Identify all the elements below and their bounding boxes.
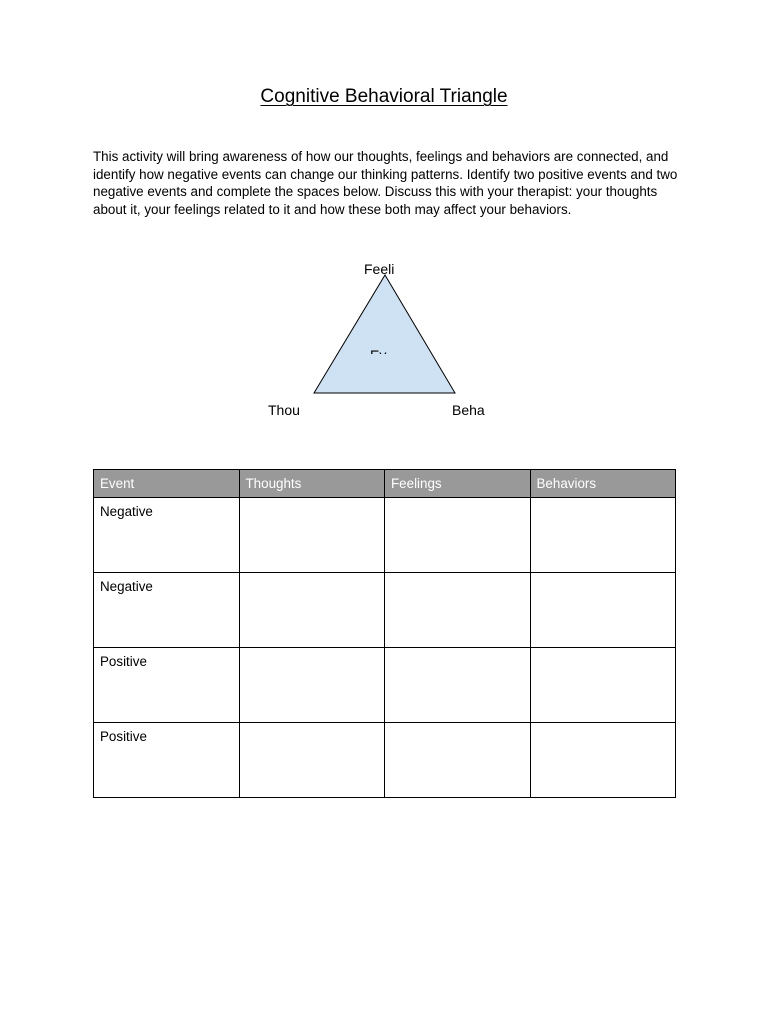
thoughts-cell[interactable]	[239, 498, 385, 573]
triangle-shape	[314, 275, 455, 393]
table-row	[94, 573, 676, 648]
column-header-behaviors: Behaviors	[530, 470, 676, 498]
behaviors-cell[interactable]	[530, 723, 676, 798]
worksheet-table	[93, 469, 676, 798]
intro-paragraph: This activity will bring awareness of how our thoughts, feelings and behaviors are connected, and identify how negative events can change our thinking patterns. Identify two positive events and two negative events and complete the spaces below. Discuss this with your therapist: your thoughts about it, your feelings related to it and how these both may affect your behaviors.	[93, 149, 678, 217]
table-header-row	[94, 470, 676, 498]
behaviors-cell[interactable]	[530, 498, 676, 573]
table-row	[94, 723, 676, 798]
behaviors-cell[interactable]	[530, 648, 676, 723]
thoughts-cell[interactable]	[239, 723, 385, 798]
triangle-label-left: Thou	[268, 402, 300, 418]
triangle-label-right: Beha	[452, 402, 485, 418]
table-row	[94, 498, 676, 573]
feelings-cell[interactable]	[385, 573, 531, 648]
column-header-event: Event	[94, 470, 240, 498]
event-cell: Positive	[94, 723, 240, 798]
behaviors-cell[interactable]	[530, 573, 676, 648]
event-cell: Positive	[94, 648, 240, 723]
feelings-cell[interactable]	[385, 723, 531, 798]
event-cell: Negative	[94, 498, 240, 573]
triangle-label-top: Feeli	[364, 261, 395, 277]
column-header-feelings: Feelings	[385, 470, 531, 498]
cognitive-triangle-diagram	[250, 258, 520, 418]
feelings-cell[interactable]	[385, 648, 531, 723]
feelings-cell[interactable]	[385, 498, 531, 573]
page-title: Cognitive Behavioral Triangle	[260, 86, 508, 107]
table-row	[94, 648, 676, 723]
thoughts-cell[interactable]	[239, 648, 385, 723]
event-cell: Negative	[94, 573, 240, 648]
thoughts-cell[interactable]	[239, 573, 385, 648]
column-header-thoughts: Thoughts	[239, 470, 385, 498]
